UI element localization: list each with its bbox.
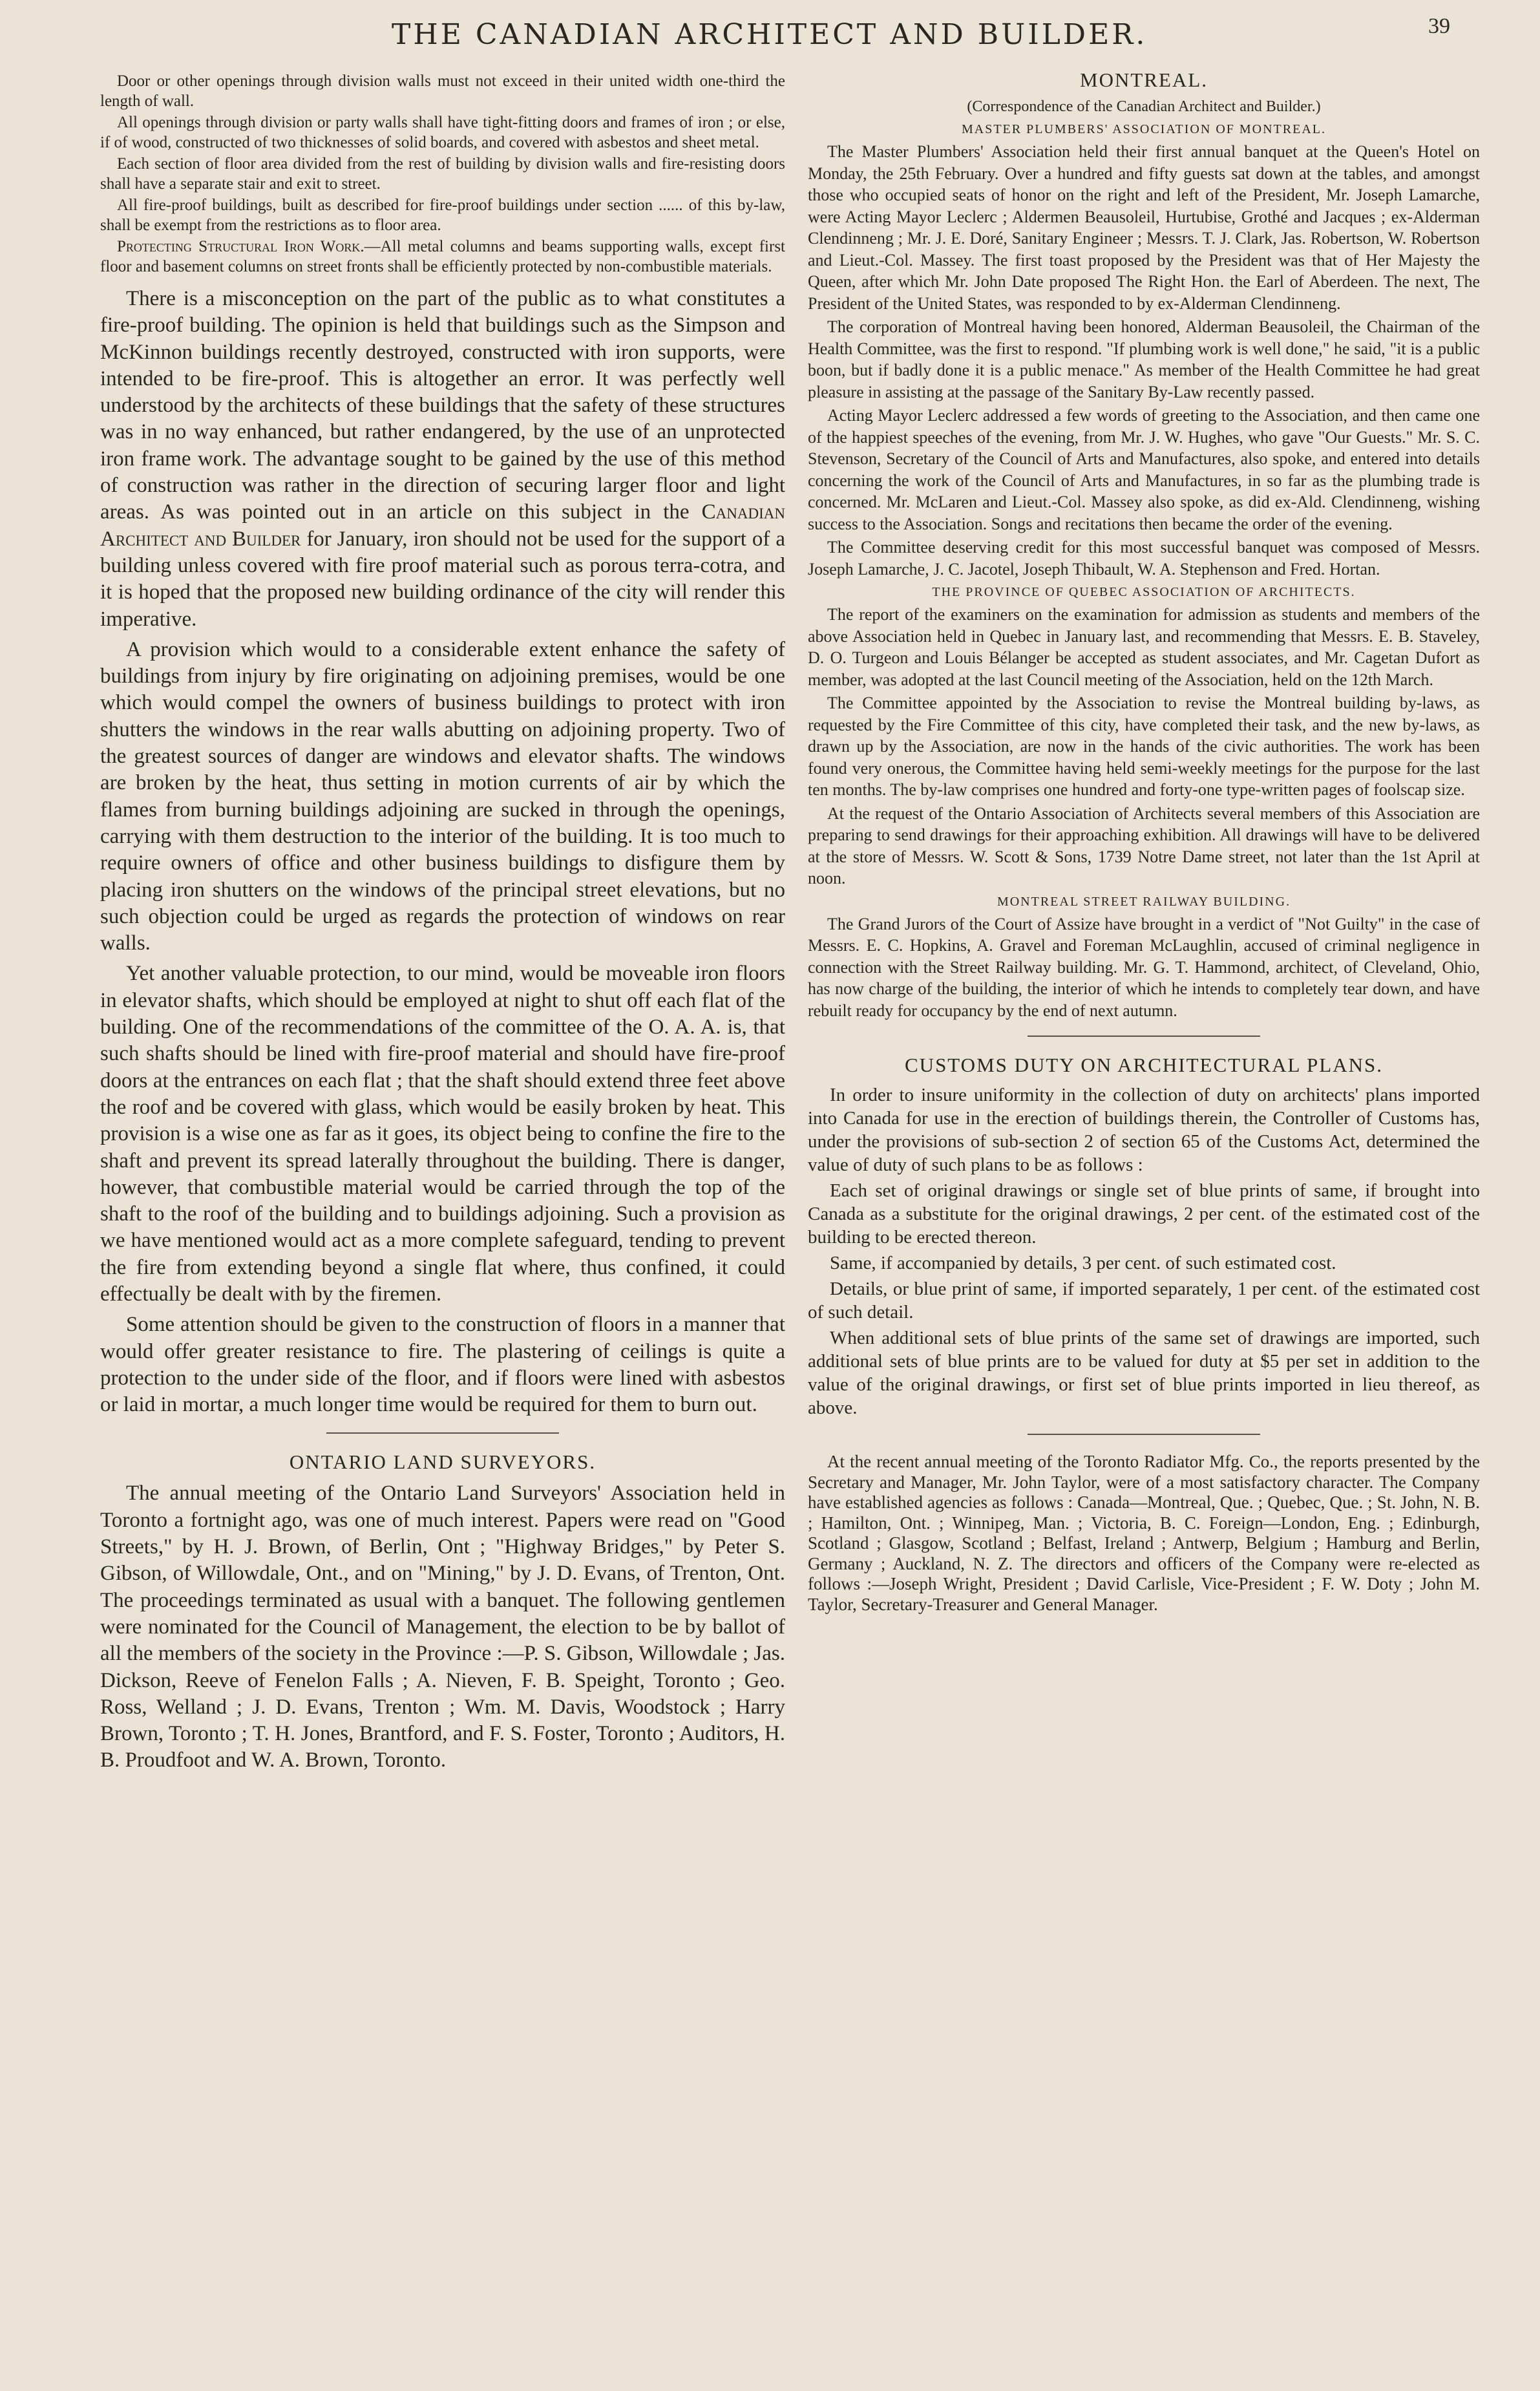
left-column — [100, 71, 785, 1778]
protecting-iron-heading: Protecting Structural Iron Work. — [117, 238, 364, 255]
protecting-iron-text: —All metal columns and beams supporting walls, except first floor and basement columns on street fronts shall be efficiently protected by non-combustible materials. — [100, 238, 785, 275]
plumbers-paragraph: The corporation of Montreal having been honored, Alderman Beausoleil, the Chairman of the Health Committee, was the first to respond. "If plumbing work is well done," he said, "it is a public boon, but if badly done it is a public menace." As member of the Health Committee he had great pleasure in assisting at the passage of the Sanitary By-Law recently passed. — [808, 317, 1480, 401]
plumbers-subhead: MASTER PLUMBERS' ASSOCIATION OF MONTREAL. — [961, 122, 1326, 136]
plumbers-paragraph: The Committee deserving credit for this most successful banquet was composed of Messrs. Joseph Lamarche, J. C. Jacotel, Joseph Thibault, W. A. Stephenson and Fred. Hortan. — [808, 538, 1480, 579]
section-divider — [326, 1432, 559, 1434]
editorial-paragraph — [100, 286, 785, 633]
customs-heading: CUSTOMS DUTY ON ARCHITECTURAL PLANS. — [905, 1054, 1383, 1076]
montreal-heading: MONTREAL. — [1080, 69, 1208, 91]
railway-subhead: MONTREAL STREET RAILWAY BUILDING. — [997, 894, 1291, 909]
plumbers-paragraph: The Master Plumbers' Association held their first annual banquet at the Queen's Hotel on Monday, the 25th February. Over a hundred and fifty guests sat down at the tables, and amongst those who occupied seats of honor on the right and left of the President, Mr. Joseph Lamarche, were Acting Mayor Leclerc ; Aldermen Beausoleil, Hurtubise, Grothé and Jacques ; ex-Alderman Clendinneng ; Mr. J. E. Doré, Sanitary Engineer ; Messrs. T. J. Clark, Jas. Robertson, W. Robertson and Lieut.-Col. Massey. The first toast proposed by the President was that of Her Majesty the Queen, after which Mr. John Date proposed The Right Hon. the Earl of Aberdeen. The next, The President of the United States, was responded to by ex-Alderman Clendinneng. — [808, 142, 1480, 313]
running-title: THE CANADIAN ARCHITECT AND BUILDER. — [392, 18, 1148, 51]
quebec-paragraph: The report of the examiners on the examination for admission as students and members of the above Association held in Quebec in January last, and recommending that Messrs. E. B. Staveley, D. O. Turgeon and Louis Bélanger be accepted as student associates, and Mr. Cagetan Dufort as member, was adopted at the last Council meeting of the Association, held on the 12th March. — [808, 605, 1480, 689]
bylaw-rule: All openings through division or party walls shall have tight-fitting doors and frames of iron ; or else, if of wood, constructed of two thicknesses of solid boards, and covered with asbestos and sheet metal. — [100, 114, 785, 151]
editorial-paragraph: Yet another valuable protection, to our mind, would be moveable iron floors in elevator shafts, which should be employed at night to shut off each flat of the building. One of the recommendations of the committee of the O. A. A. is, that such shafts should be lined with fire-proof material and should have fire-proof doors at the entrances on each flat ; that the shaft should extend three feet above the roof and be covered with glass, which would be easily broken by heat. This provision is a wise one as far as it goes, its object being to confine the fire to the shaft and prevent its spread laterally throughout the building. There is danger, however, that combustible material would be carried through the top of the shaft to the roof of the building and to buildings adjoining. Such a provision as we have mentioned would act as a more complete safeguard, tending to prevent the fire from extending beyond a single flat where, thus confined, it could effectually be dealt with by the firemen. — [100, 962, 785, 1306]
customs-paragraph: When additional sets of blue prints of the same set of drawings are imported, such additional sets of blue prints are to be valued for duty at $5 per set in addition to the value of the original drawings, or first set of blue prints imported in lieu thereof, as above. — [808, 1328, 1480, 1418]
customs-paragraph: Each set of original drawings or single set of blue prints of same, if brought into Canada as a substitute for the original drawings, 2 per cent. of the estimated cost of the building to be erected thereon. — [808, 1180, 1480, 1248]
customs-paragraph: Same, if accompanied by details, 3 per cent. of such estimated cost. — [830, 1253, 1336, 1273]
bylaw-rule: All fire-proof buildings, built as described for fire-proof buildings under section ...... of this by-law, shall be exempt from the restrictions as to floor area. — [100, 197, 785, 234]
editorial-paragraph: A provision which would to a considerable extent enhance the safety of buildings from injury by fire originating on adjoining premises, would be one which would compel the owners of business buildings to protect with iron shutters the windows in the rear walls abutting on adjoining property. Two of the greatest sources of danger are windows and elevator shafts. The windows are broken by the heat, thus setting in motion currents of air by which the flames from burning buildings adjoining are sucked in through the openings, carrying with them destruction to the interior of the building. It is too much to require owners of office and other business buildings to disfigure them by placing iron shutters on the windows of the principal street elevations, but no such objection could be urged as regards the protection of windows on rear walls. — [100, 637, 785, 955]
protecting-iron-rule — [100, 237, 785, 277]
right-column — [808, 59, 1480, 1615]
editorial-text: There is a misconception on the part of the public as to what constitutes a fire-proof building. The opinion is held that buildings such as the Simpson and McKinnon buildings recently destroyed, constructed with iron supports, were intended to be fire-proof. This is altogether an error. It was perfectly well understood by the architects of these buildings that the safety of these structures was in no way enhanced, but rather endangered, by the use of an unprotected iron frame work. The advantage sought to be gained by the use of this method of construction was rather in the direction of securing larger floor and light areas. As was pointed out in an article on this subject in the — [100, 287, 785, 524]
customs-paragraph: In order to insure uniformity in the collection of duty on architects' plans imported into Canada for use in the erection of buildings therein, the Controller of Customs has, under the provisions of sub-section 2 of section 65 of the Customs Act, determined the value of duty of such plans to be as follows : — [808, 1085, 1480, 1175]
customs-paragraph: Details, or blue print of same, if imported separately, 1 per cent. of the estimated cost of such detail. — [808, 1279, 1480, 1323]
radiator-paragraph: At the recent annual meeting of the Toronto Radiator Mfg. Co., the reports presented by the Secretary and Manager, Mr. John Taylor, were of a most satisfactory character. The Company have established agencies as follows : Canada—Montreal, Que. ; Quebec, Que. ; St. John, N. B. ; Hamilton, Ont. ; Winnipeg, Man. ; Victoria, B. C. Foreign—London, Eng. ; Edinburgh, Scotland ; Glasgow, Scotland ; Belfast, Ireland ; Antwerp, Belgium ; Hamburg and Berlin, Germany ; Auckland, N. Z. The directors and officers of the Company were re-elected as follows :—Joseph Wright, President ; David Carlisle, Vice-President ; F. W. Doty ; John M. Taylor, Secretary-Treasurer and General Manager. — [808, 1452, 1480, 1614]
quebec-paragraph: At the request of the Ontario Association of Architects several members of this Association are preparing to send drawings for their approaching exhibition. All drawings will have to be delivered at the store of Messrs. W. Scott & Sons, 1739 Notre Dame street, not later than the 1st April at noon. — [808, 803, 1480, 887]
section-divider — [1028, 1434, 1260, 1435]
plumbers-paragraph: Acting Mayor Leclerc addressed a few words of greeting to the Association, and then came one of the happiest speeches of the evening, from Mr. J. W. Hughes, who gave "Our Guests." Mr. S. C. Stevenson, Secretary of the Council of Arts and Manufactures, also spoke, and entered into details concerning the work of the Council of Arts and Manufactures, in so far as the plumbing trade is concerned. Mr. McLaren and Lieut.-Col. Massey also spoke, as did ex-Ald. Clendinneng, wishing success to the Association. Songs and recitations then became the order of the evening. — [808, 406, 1480, 533]
editorial-paragraph: Some attention should be given to the construction of floors in a manner that would offer greater resistance to fire. The plastering of ceilings is quite a protection to the under side of the floor, and if floors were lined with asbestos or laid in mortar, a much longer time would be required for them to burn out. — [100, 1313, 785, 1417]
surveyors-paragraph: The annual meeting of the Ontario Land Surveyors' Association held in Toronto a fortnight ago, was one of much interest. Papers were read on "Good Streets," by H. J. Brown, of Berlin, Ont ; "Highway Bridges," by Peter S. Gibson, of Willowdale, Ont., and on "Mining," by J. D. Evans, of Trenton, Ont. The proceedings terminated as usual with a banquet. The following gentlemen were nominated for the Council of Management, the election to be by ballot of all the members of the society in the Province :—P. S. Gibson, Willowdale ; Jas. Dickson, Reeve of Fenelon Falls ; A. Nieven, F. B. Speight, Toronto ; Geo. Ross, Welland ; J. D. Evans, Trenton ; Wm. M. Davis, Woodstock ; Harry Brown, Toronto ; T. H. Jones, Brantford, and F. S. Foster, Toronto ; Auditors, H. B. Proudfoot and W. A. Brown, Toronto. — [100, 1482, 785, 1772]
quebec-subhead: THE PROVINCE OF QUEBEC ASSOCIATION OF ARCHITECTS. — [932, 585, 1356, 599]
section-divider — [1028, 1036, 1260, 1037]
quebec-paragraph: The Committee appointed by the Association to revise the Montreal building by-laws, as requested by the Fire Committee of this city, have completed their task, and the new by-laws, as drawn up by the Association, are now in the hands of the civic authorities. The work has been found very onerous, the Committee having held semi-weekly meetings for the purpose for the last ten months. The by-law comprises one hundred and forty-one type-written pages of foolscap size. — [808, 694, 1480, 799]
journal-name: Canadian Architect and Builder — [100, 500, 785, 551]
page-number: 39 — [1428, 14, 1450, 38]
surveyors-heading: ONTARIO LAND SURVEYORS. — [289, 1451, 596, 1474]
railway-paragraph: The Grand Jurors of the Court of Assize have brought in a verdict of "Not Guilty" in the case of Messrs. E. C. Hopkins, A. Gravel and Foreman McLaughlin, accused of criminal negligence in connection with the Street Railway building. Mr. G. T. Hammond, architect, of Cleveland, Ohio, has now charge of the building, the interior of which he intends to completely tear down, and have rebuilt ready for occupancy by the end of next autumn. — [808, 914, 1480, 1020]
correspondence-note: (Correspondence of the Canadian Architect and Builder.) — [967, 98, 1321, 115]
bylaw-rule: Door or other openings through division walls must not exceed in their united width one-third the length of wall. — [100, 72, 785, 110]
editorial-text-tail: for January, iron should not be used for the support of a building unless covered with fire proof material such as porous terra-cotra, and it is hoped that the proposed new building ordinance of the city will render this imperative. — [100, 527, 785, 631]
bylaw-rule: Each section of floor area divided from the rest of building by division walls and fire-resisting doors shall have a separate stair and exit to street. — [100, 155, 785, 193]
